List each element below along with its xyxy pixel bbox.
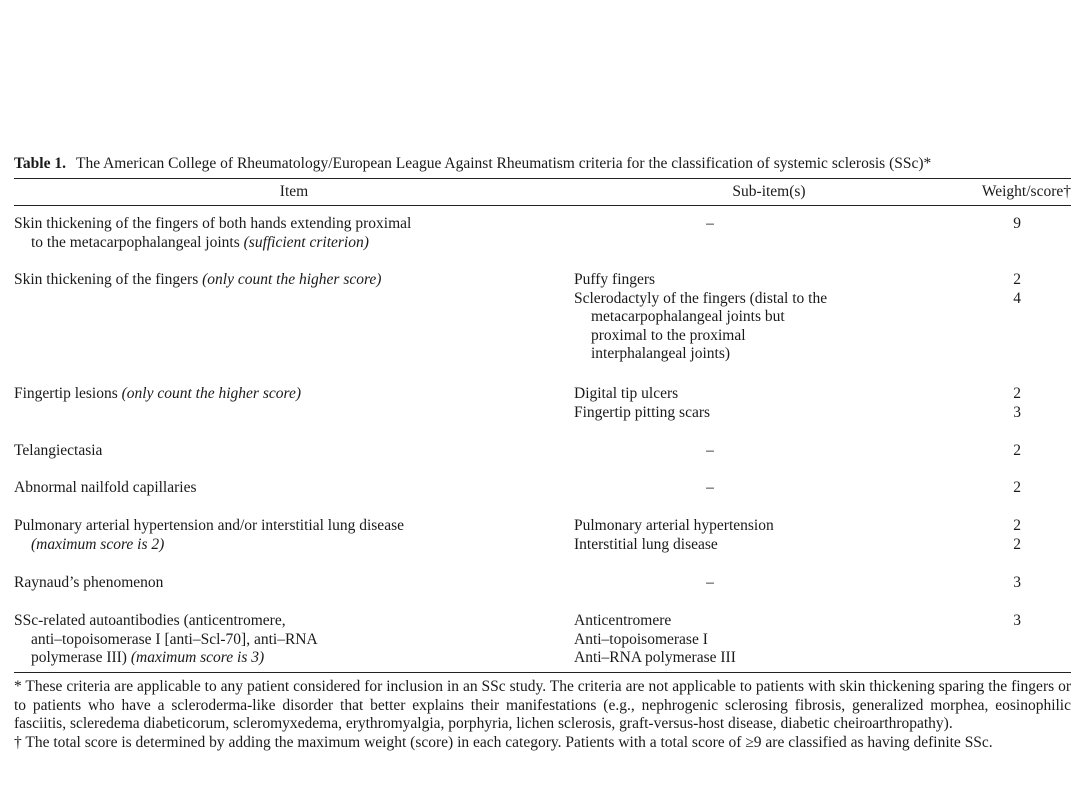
item-text — [14, 271, 566, 290]
header-item: Item — [279, 183, 309, 200]
table-body — [14, 206, 1071, 672]
item-text: Pulmonary arterial hypertension and/or interstitial lung disease — [14, 517, 404, 534]
weight-cell — [964, 442, 1071, 479]
sub-item-cell — [574, 479, 964, 517]
sub-item: interphalangeal joints) — [591, 345, 731, 362]
sub-item-cell — [574, 442, 964, 479]
item-cell — [14, 612, 574, 668]
weight-cell — [964, 385, 1071, 442]
sub-item: Anti–RNA polymerase III — [574, 649, 736, 666]
sub-item-dash: – — [706, 479, 714, 496]
item-text: anti–topoisomerase I [anti–Scl-70], anti–RNA — [31, 630, 318, 648]
item-text: Raynaud’s phenomenon — [14, 574, 164, 591]
sub-item: Fingertip pitting scars — [574, 403, 711, 421]
item-cell — [14, 517, 574, 574]
sub-item: Anticentromere — [574, 612, 672, 629]
table-row — [14, 442, 1071, 479]
sub-item-dash: – — [706, 215, 714, 232]
footnotes — [14, 673, 1071, 752]
sub-item: Interstitial lung disease — [574, 535, 718, 553]
sub-item: Digital tip ulcers — [574, 385, 679, 402]
weight-cell — [964, 612, 1071, 668]
item-text: Fingertip lesions — [14, 385, 122, 402]
item-cell — [14, 574, 574, 612]
weight-value: 2 — [1013, 271, 1021, 288]
item-text: to the metacarpophalangeal joints — [31, 233, 244, 251]
item-note: (sufficient criterion) — [243, 233, 369, 251]
header-row — [14, 179, 1071, 205]
item-text — [14, 385, 566, 404]
table-row — [14, 479, 1071, 517]
item-cell — [14, 479, 574, 517]
item-text — [14, 234, 566, 253]
item-text — [14, 536, 566, 555]
item-cell — [14, 215, 574, 271]
sub-item: Sclerodactyly of the fingers (distal to the — [574, 289, 828, 307]
weight-value: 3 — [1013, 574, 1021, 591]
table-row — [14, 385, 1071, 442]
item-text — [14, 649, 566, 668]
item-cell — [14, 385, 574, 442]
item-note: (maximum score is 3) — [130, 649, 265, 666]
sub-item-dash: – — [706, 442, 714, 459]
sub-item-cell — [574, 574, 964, 612]
table-row — [14, 271, 1071, 385]
weight-value: 9 — [1013, 215, 1021, 232]
criteria-table — [14, 154, 1071, 752]
weight-value: 2 — [1013, 479, 1021, 496]
table-row — [14, 574, 1071, 612]
sub-item: Anti–topoisomerase I — [574, 630, 708, 648]
sub-item-cell — [574, 517, 964, 574]
sub-item-cell — [574, 385, 964, 442]
item-text: SSc-related autoantibodies (anticentromere, — [14, 612, 286, 629]
sub-item-cell — [574, 612, 964, 668]
weight-value: 2 — [1013, 517, 1021, 534]
sub-item-dash: – — [706, 574, 714, 591]
item-text: Abnormal nailfold capillaries — [14, 479, 197, 496]
weight-value: 2 — [1013, 385, 1021, 402]
weight-value: 4 — [1013, 289, 1021, 307]
sub-item: Puffy fingers — [574, 271, 656, 288]
table-row — [14, 215, 1071, 271]
footnote-star: * These criteria are applicable to any patient considered for inclusion in an SSc study. The criteria are not applicable to patients with skin thickening sparing the fingers or to patients who have a scleroderma-like disorder that better explains their manifestations (e.g., nephrogenic sclerosing fibrosis, generalized morphea, eosinophilic fasciitis, scleredema diabeticorum, scleromyxedema, erythromyalgia, porphyria, lichen sclerosis, graft-versus-host disease, diabetic cheiroarthropathy). — [14, 678, 1071, 732]
weight-value: 2 — [1013, 535, 1021, 553]
item-note: (only count the higher score) — [121, 385, 301, 402]
table-row — [14, 517, 1071, 574]
weight-value: 3 — [1013, 403, 1021, 421]
weight-value: 2 — [1013, 442, 1021, 459]
sub-item-cell — [574, 215, 964, 271]
caption-label: Table 1. — [14, 155, 66, 172]
item-text: Skin thickening of the fingers of both hands extending proximal — [14, 215, 412, 232]
weight-cell — [964, 215, 1071, 271]
item-note: (maximum score is 2) — [31, 535, 165, 553]
weight-value: 3 — [1013, 612, 1021, 629]
weight-cell — [964, 574, 1071, 612]
table-row — [14, 612, 1071, 668]
item-cell — [14, 442, 574, 479]
weight-cell — [964, 479, 1071, 517]
header-weight: Weight/score† — [981, 183, 1071, 200]
footnote-dagger: † The total score is determined by adding the maximum weight (score) in each category. Patients with a total score of ≥9 are classified as having definite SSc. — [14, 733, 993, 751]
weight-cell — [964, 271, 1071, 385]
item-text: Skin thickening of the fingers — [14, 271, 203, 288]
sub-item: proximal to the proximal — [591, 326, 746, 344]
sub-item: metacarpophalangeal joints but — [591, 308, 785, 325]
item-cell — [14, 271, 574, 385]
item-text: polymerase III) — [31, 649, 131, 666]
sub-item-cell — [574, 271, 964, 385]
item-text: Telangiectasia — [14, 442, 103, 459]
weight-cell — [964, 517, 1071, 574]
header-sub-items: Sub-item(s) — [732, 183, 806, 200]
table-caption — [14, 154, 1071, 178]
caption-text: The American College of Rheumatology/European League Against Rheumatism criteria for the classification of systemic sclerosis (SSc)* — [75, 155, 932, 172]
item-note: (only count the higher score) — [202, 271, 382, 288]
sub-item: Pulmonary arterial hypertension — [574, 517, 774, 534]
